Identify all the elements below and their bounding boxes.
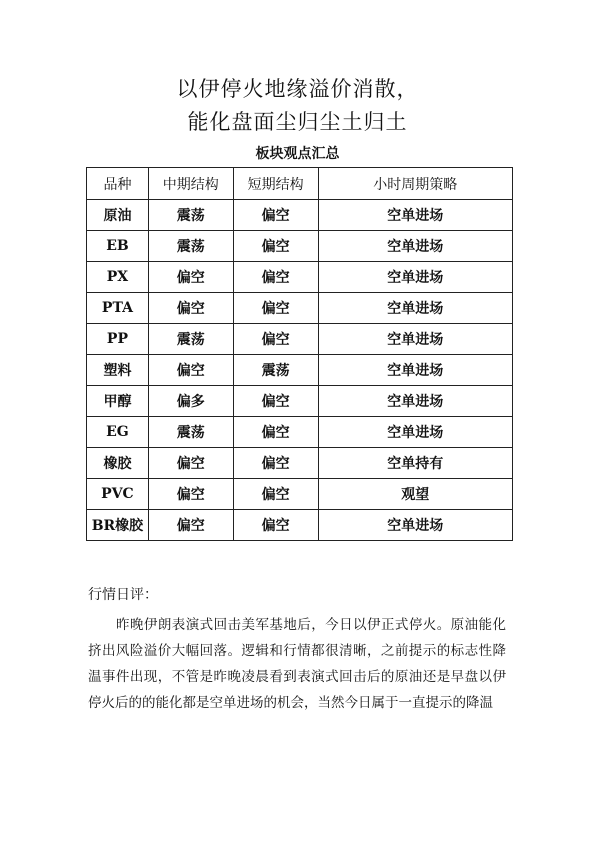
cell-strategy: 空单进场 xyxy=(318,510,513,541)
cell-strategy: 空单进场 xyxy=(318,324,513,355)
cell-variety: PP xyxy=(87,324,149,355)
cell-variety: 橡胶 xyxy=(87,448,149,479)
cell-short-term: 震荡 xyxy=(233,355,318,386)
cell-strategy: 空单进场 xyxy=(318,200,513,231)
cell-short-term: 偏空 xyxy=(233,231,318,262)
table-row xyxy=(87,355,513,386)
cell-strategy: 空单进场 xyxy=(318,262,513,293)
header-mid-term: 中期结构 xyxy=(148,168,233,200)
table-row xyxy=(87,231,513,262)
cell-short-term: 偏空 xyxy=(233,293,318,324)
header-variety: 品种 xyxy=(87,168,149,200)
cell-strategy: 空单进场 xyxy=(318,355,513,386)
table-header-row xyxy=(87,168,513,200)
cell-variety: PVC xyxy=(87,479,149,510)
cell-short-term: 偏空 xyxy=(233,386,318,417)
header-hourly-strategy: 小时周期策略 xyxy=(318,168,513,200)
market-review-paragraph: 昨晚伊朗表演式回击美军基地后，今日以伊正式停火。原油能化挤出风险溢价大幅回落。逻辑和行情都很清晰，之前提示的标志性降温事件出现，不管是昨晚凌晨看到表演式回击后的原油还是早盘以伊停火后的的能化都是空单进场的机会，当然今日属于一直提示的降温 xyxy=(88,617,506,711)
cell-mid-term: 偏空 xyxy=(148,262,233,293)
cell-short-term: 偏空 xyxy=(233,479,318,510)
cell-strategy: 空单进场 xyxy=(318,417,513,448)
page-title-line-1: 以伊停火地缘溢价消散， xyxy=(176,77,419,101)
cell-mid-term: 偏空 xyxy=(148,355,233,386)
cell-variety: PTA xyxy=(87,293,149,324)
cell-variety: 塑料 xyxy=(87,355,149,386)
cell-mid-term: 偏多 xyxy=(148,386,233,417)
table-row xyxy=(87,510,513,541)
cell-variety: EB xyxy=(87,231,149,262)
cell-mid-term: 震荡 xyxy=(148,417,233,448)
header-short-term: 短期结构 xyxy=(233,168,318,200)
cell-short-term: 偏空 xyxy=(233,262,318,293)
cell-short-term: 偏空 xyxy=(233,324,318,355)
cell-strategy: 空单进场 xyxy=(318,231,513,262)
cell-short-term: 偏空 xyxy=(233,510,318,541)
table-row xyxy=(87,200,513,231)
cell-strategy: 空单进场 xyxy=(318,293,513,324)
cell-mid-term: 偏空 xyxy=(148,448,233,479)
cell-variety: EG xyxy=(87,417,149,448)
cell-mid-term: 震荡 xyxy=(148,324,233,355)
section-subtitle: 板块观点汇总 xyxy=(255,146,340,162)
table-row xyxy=(87,417,513,448)
cell-short-term: 偏空 xyxy=(233,417,318,448)
table-row xyxy=(87,324,513,355)
page-title-line-2: 能化盘面尘归尘土归土 xyxy=(187,110,408,134)
cell-strategy: 观望 xyxy=(318,479,513,510)
market-review-heading: 行情日评： xyxy=(88,587,158,603)
cell-variety: 原油 xyxy=(87,200,149,231)
cell-mid-term: 偏空 xyxy=(148,479,233,510)
cell-variety: PX xyxy=(87,262,149,293)
cell-strategy: 空单持有 xyxy=(318,448,513,479)
table-row xyxy=(87,448,513,479)
cell-variety: 甲醇 xyxy=(87,386,149,417)
cell-mid-term: 偏空 xyxy=(148,293,233,324)
cell-mid-term: 震荡 xyxy=(148,231,233,262)
table-row xyxy=(87,479,513,510)
table-row xyxy=(87,262,513,293)
cell-short-term: 偏空 xyxy=(233,448,318,479)
cell-mid-term: 偏空 xyxy=(148,510,233,541)
sector-view-table xyxy=(86,167,513,541)
cell-strategy: 空单进场 xyxy=(318,386,513,417)
cell-short-term: 偏空 xyxy=(233,200,318,231)
cell-variety: BR橡胶 xyxy=(87,510,149,541)
table-row xyxy=(87,293,513,324)
table-row xyxy=(87,386,513,417)
cell-mid-term: 震荡 xyxy=(148,200,233,231)
